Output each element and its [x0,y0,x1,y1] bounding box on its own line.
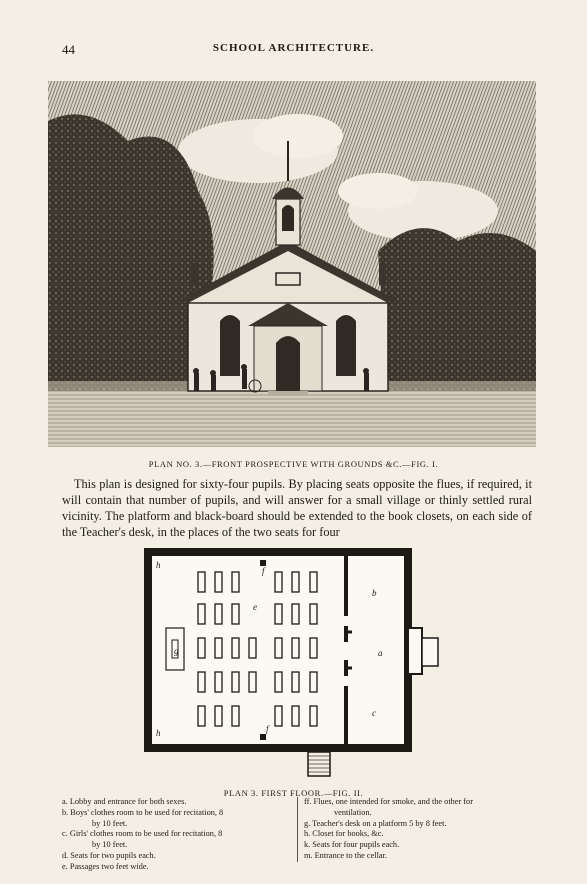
cloud [338,173,418,209]
legend-item: by 10 feet. [92,840,128,850]
label-a: a [378,648,383,658]
label-c: c [372,708,376,718]
legend-item: m. Entrance to the cellar. [304,850,387,860]
label-f: f [262,566,265,576]
legend-item: g. Teacher's desk on a platform 5 by 8 feet. [304,818,447,828]
figure-caption: PLAN 3. FIRST FLOOR.—FIG. II. [223,788,364,798]
legend-item: ventilation. [334,807,372,817]
legend-item: d. Seats for two pupils each. [62,850,156,860]
figure-caption: PLAN NO. 3.—FRONT PROSPECTIVE WITH GROUNDS &C.—FIG. I. [148,459,439,469]
label-g: g [174,646,179,656]
floor-plan [140,546,440,782]
legend-item: by 10 feet. [92,818,128,828]
running-title: SCHOOL ARCHITECTURE. [212,42,375,54]
legend-item: e. Passages two feet wide. [62,861,149,871]
legend-right [297,797,542,862]
trees-right [378,228,536,391]
legend-item: b. Boys' clothes room to be used for recitation, 8 [62,807,224,817]
label-e: e [253,602,257,612]
cloud [253,114,343,158]
body-text: This plan is designed for sixty-four pupils. By placing seats opposite the flues, if required, it will contain that number of pupils, and will answer for a small village or thinly settled rural vicinity. The platform and black-board should be extended to the book closets, on each side of the Teacher's desk, in the places of the two seats for four [62,477,532,539]
legend-item: k. Seats for four pupils each. [304,840,400,850]
label-h: h [156,560,161,570]
body-paragraph [62,476,532,540]
label-f: f [266,724,269,734]
label-h: h [156,728,161,738]
page-number: 44 [62,42,75,57]
legend-left [62,797,290,873]
label-b: b [372,588,377,598]
legend-item: a. Lobby and entrance for both sexes. [62,797,187,806]
legend-item: c. Girls' clothes room to be used for recitation, 8 [62,829,223,839]
legend-item: h. Closet for books, &c. [304,829,384,839]
schoolhouse-engraving [48,81,536,447]
legend-item: ff. Flues, one intended for smoke, and the other for [304,797,473,806]
